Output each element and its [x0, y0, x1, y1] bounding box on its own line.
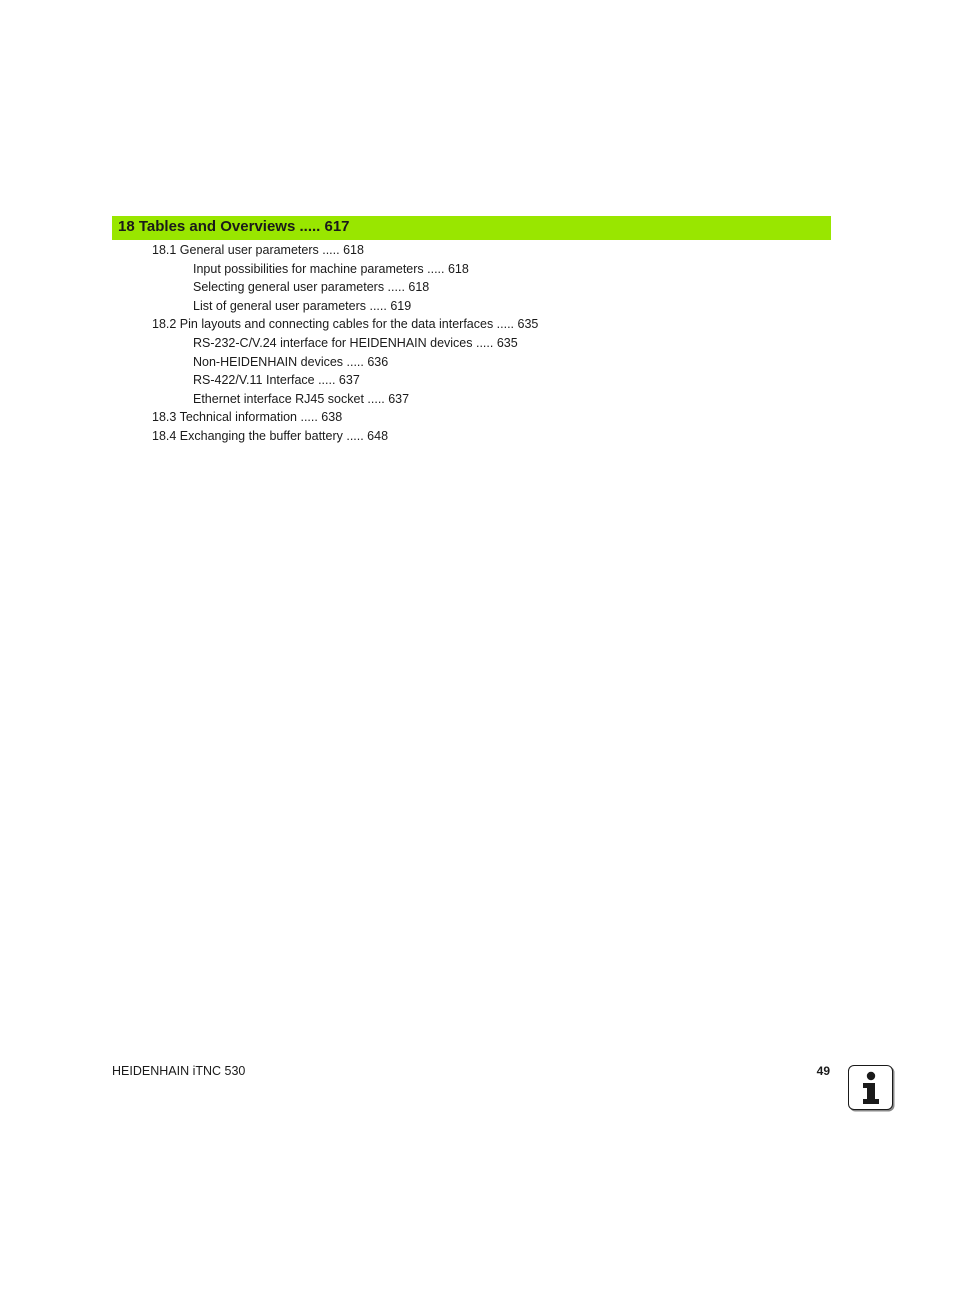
toc-section-18-2[interactable]: 18.2 Pin layouts and connecting cables for the data interfaces ..... 635 [152, 317, 539, 332]
info-icon [848, 1065, 893, 1110]
toc-section-18-1[interactable]: 18.1 General user parameters ..... 618 [152, 243, 364, 257]
toc-subsection[interactable]: Non-HEIDENHAIN devices ..... 636 [193, 354, 389, 369]
chapter-title: 18 Tables and Overviews ..... 617 [118, 218, 350, 235]
table-of-contents [0, 241, 538, 446]
toc-section-18-3[interactable]: 18.3 Technical information ..... 638 [152, 410, 343, 425]
toc-subsection[interactable]: Selecting general user parameters ..... 618 [193, 280, 430, 295]
toc-subsection[interactable]: RS-422/V.11 Interface ..... 637 [193, 373, 360, 388]
toc-subsection[interactable]: Ethernet interface RJ45 socket ..... 637 [193, 391, 410, 406]
info-glyph [849, 1066, 892, 1109]
toc-subsection[interactable]: List of general user parameters ..... 619 [193, 298, 412, 313]
toc-section-18-4[interactable]: 18.4 Exchanging the buffer battery ..... 648 [152, 428, 389, 443]
chapter-heading-bar [112, 216, 831, 240]
page-number: 49 [816, 1064, 830, 1078]
toc-subsection[interactable]: Input possibilities for machine parameters ..... 618 [193, 261, 469, 276]
footer-manual-title: HEIDENHAIN iTNC 530 [112, 1064, 246, 1078]
toc-subsection[interactable]: RS-232-C/V.24 interface for HEIDENHAIN devices ..... 635 [193, 335, 518, 350]
